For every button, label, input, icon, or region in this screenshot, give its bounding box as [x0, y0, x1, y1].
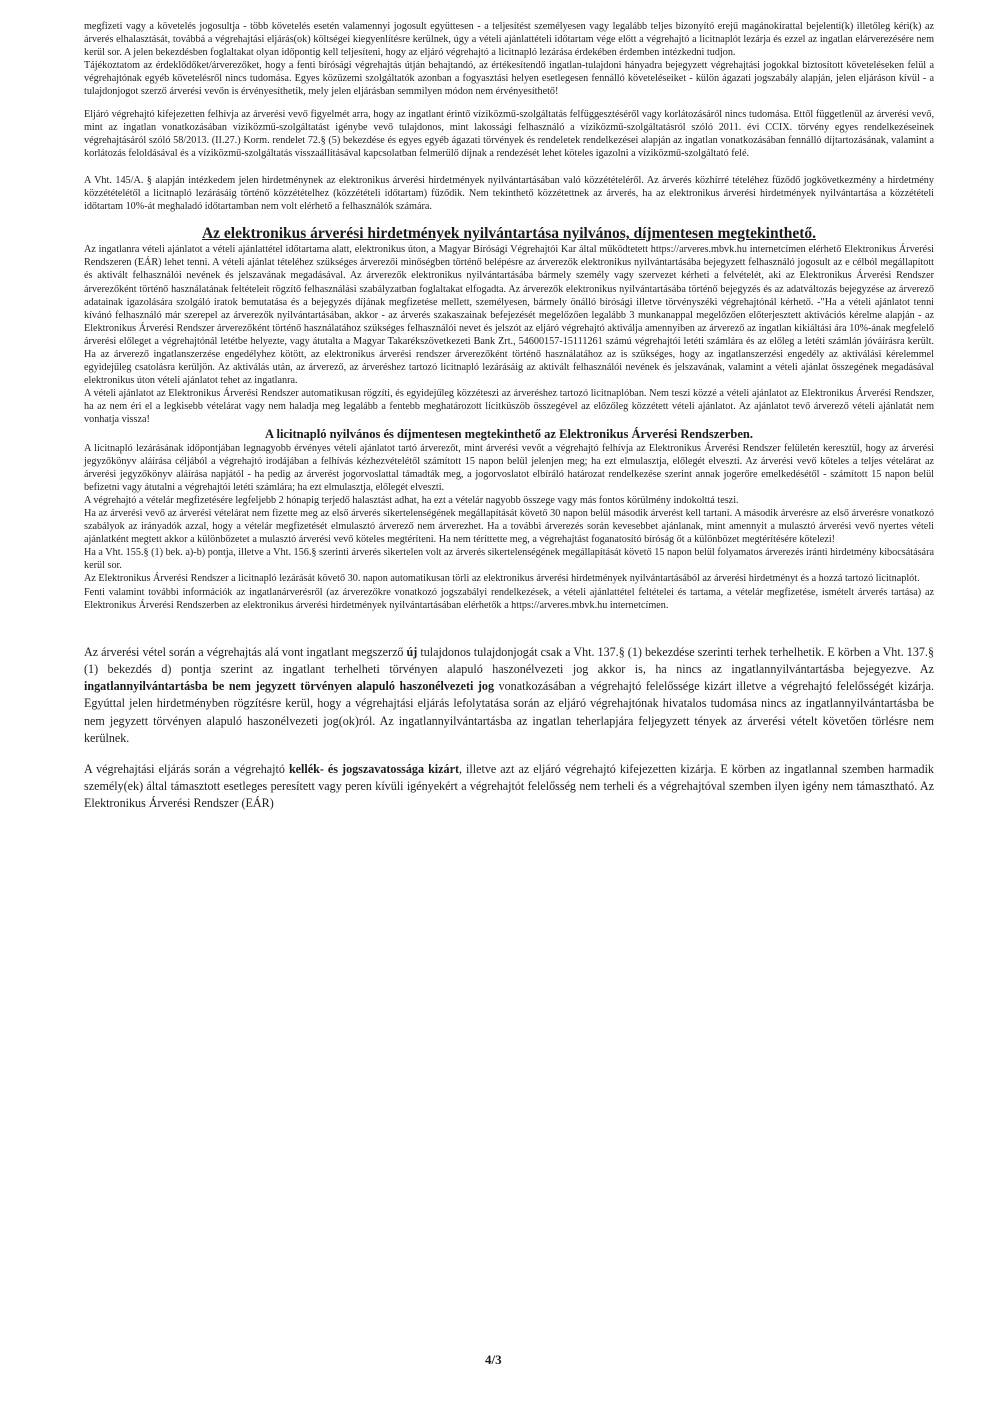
paragraph-more-info: Fenti valamint további információk az ingatlanárverésről (az árverezőkre vonatkozó jogszabályi rendelkezések, a vételi ajánlattétel feltételei és tartama, a vételár megfizetése, ismételt árverés tartása) az Elektronikus Árverési Rendszerben az elektronikus árverési hirdetmények nyilvántartásában elérhetők a https://arveres.mbvk.hu internetcímen. — [84, 586, 934, 611]
paragraph-bid-recording: A vételi ajánlatot az Elektronikus Árverési Rendszer automatikusan rögzíti, és egyidejűleg közzéteszi az árveréshez tartozó licitnaplóban. Nem teszi közzé a vételi ajánlatot az Elektronikus Árverési Rendszer, ha az nem éri el a legkisebb vételárat vagy nem haladja meg legalább a fentebb meghatározott licitküszöb összegével az előzőleg közzétett vételi ajánlatot. Az ajánlatot tevő árverező vételi ajánlatát nem vonhatja vissza! — [84, 388, 934, 426]
page-number: 4/3 — [485, 1352, 502, 1367]
paragraph-payment-deferral: A végrehajtó a vételár megfizetésére legfeljebb 2 hónapig terjedő halasztást adhat, ha ezt a vételár nagyobb összege vagy más fontos körülmény indokolttá teszi. — [84, 494, 739, 506]
paragraph-settlement: megfizeti vagy a követelés jogosultja - több követelés esetén valamennyi jogosult együttesen - a teljesítést személyesen vagy legalább teljes bizonyító erejű magánokirattal bejelenti(k) illetőleg kéri(k) az árverés elhalasztását, továbbá a végrehajtási eljárás(ok) költségei kiegyenlítésre kerülnek, úgy a vételi ajánlattételi időtartam vége előtt a végrehajtó a licitnaplót lezárja és ezzel az ingatlan elárverezésére nem kerül sor. A jelen bekezdésben foglaltakat olyan időpontig kell teljesíteni, hogy az eljáró végrehajtó a licitnapló lezárása érdekében érdemben intézkedni tudjon. — [84, 21, 934, 59]
heading-ear-registry: Az elektronikus árverési hirdetmények nyilvántartása nyilvános, díjmentesen megtekinthető. — [201, 225, 817, 243]
paragraph-winning-bidder: A licitnapló lezárásának időpontjában legnagyobb érvényes vételi ajánlatot tartó árverezőt, mint árverési vevőt a végrehajtó felhívja az Elektronikus Árverési Rendszer felületén keresztül, hogy az árverési jegyzőkönyv aláírása céljából a végrehajtó irodájában a felhívás kézhezvételétől számított 15 napon belül jelenjen meg; ha ezt elmulasztja, előlegét elveszti. Az árverési vevő köteles a teljes vételárat az árverési jegyzőkönyv aláírása napjától - ha pedig az árverést jogorvoslattal támadták meg, a jogorvoslatot elbíráló határozat rendelkezése szerint annak jogerőre emelkedésétől - számított 15 napon belül befizetni vagy átutalni a végrehajtói letéti számlára; ha ezt elmulasztja, előlegét elveszti. — [84, 442, 934, 493]
paragraph-usufruct: Az árverési vétel során a végrehajtás alá vont ingatlant megszerző új tulajdonos tulajdonjogát csak a Vht. 137.§ (1) bekezdése szerinti terhek terhelhetik. E körben a Vht. 137.§ (1) bekezdés d) pontja szerint az ingatlant terhelheti törvényen alapuló haszonélvezeti jog akkor is, ha nincs az ingatlannyilvántartásba bejegyezve. Az ingatlannyilvántartásba be nem jegyzett törvényen alapuló haszonélvezeti jog vonatkozásában a végrehajtó felelőssége kizárt illetve a végrehajtó felelősségét kizárja. Egyúttal jelen hirdetményben rögzítésre kerül, hogy a végrehajtási eljárás lefolytatása során az eljáró végrehajtónak hivatalos tudomása nincs az ingatlannyilvántartásba be nem jegyzett törvényen alapuló haszonélvezeti jog(ok)ról. Az ingatlannyilvántartásba az ingatlan teherlapjára feljegyzett tények az árverési vételt követően törlésre nem kerülnek. — [84, 644, 934, 745]
paragraph-warranty: A végrehajtási eljárás során a végrehajtó kellék- és jogszavatossága kizárt, illetve azt az eljáró végrehajtó kifejezetten kizárja. E körben az ingatlannal szemben harmadik személy(ek) által támasztott esetleges peresített vagy peren kívüli igényekért a végrehajtót felelősség nem terheli és a végrehajtóval szemben ilyen igény nem támasztható. Az Elektronikus Árverési Rendszer (EÁR) — [84, 761, 934, 811]
paragraph-second-auction: Ha az árverési vevő az árverési vételárat nem fizette meg az első árverés sikertelenségének megállapítását követő 30 napon belül második árverést kell tartani. A második árverésre az első árverésre vonatkozó szabályok az irányadók azzal, hogy a vételár megfizetését elmulasztó árverező nem árverezhet. Ha a további árverezés során kevesebbet ajánlanak, mint amennyit a mulasztó árverési vevő nyertes vételi ajánlatként megtett akkor a különbözetet a mulasztó árverési vevő köteles megtéríteni. Ha nem téríttette meg, a végrehajtást foganatosító bíróság őt a különbözet megtérítésére kötelezi! — [84, 508, 934, 546]
paragraph-publication: A Vht. 145/A. § alapján intézkedem jelen hirdetménynek az elektronikus árverési hirdetmények nyilvántartásában való közzétételéről. Az árverés közhírré tételéhez fűződő jogkövetkezmény a hirdetmény közzétételétől a licitnapló lezárásáig történő közzétételhez (közzétételi időtartam) fűződik. Nem tekinthető közzétettnek az árverés, ha az elektronikus árverési hirdetmények nyilvántartása a közzétételi időtartam 10%-át meghaladó időtartamban nem volt elérhető a felhasználók számára. — [84, 174, 934, 213]
paragraph-bidding-rules: Az ingatlanra vételi ajánlatot a vételi ajánlattétel időtartama alatt, elektronikus úton, a Magyar Bírósági Végrehajtói Kar által működtetett https://arveres.mbvk.hu internetcímen elérhető Elektronikus Árverési Rendszeren (EÁR) lehet tenni. A vételi ajánlat tételéhez szükséges árverezői minőségben történő belépésre az árverezők elektronikus nyilvántartásába bejegyzett felhasználó jogosult az e célból megállapított és aktivált felhasználói nevének és jelszavának megadásával. Az árverezők elektronikus nyilvántartásába bármely személy vagy szervezet kérheti a felvételét, aki az Elektronikus Árverési Rendszer árverezőként történő használatának feltételeit rögzítő felhasználási szabályzatban foglaltakat elfogadta. Az árverezők elektronikus nyilvántartásába történő bejegyzés és az adatváltozás bejegyzése az árverező adatainak igazolására szolgáló iratok bemutatása és a bejegyzés díjának megfizetése mellett, személyesen, bármely önálló bírósági illetve törvényszéki végrehajtónál kérhető. -"Ha a vételi ajánlatot tenni kívánó felhasználó már szerepel az árverezők nyilvántartásában, akkor - az árverés szakaszainak befejezését megelőzően legalább 3 munkanappal megelőzően előterjesztett aktivációs kérelme alapján - az Elektronikus Árverési Rendszer árverezőként történő használatához szükséges felhasználói nevet és jelszót az eljáró végrehajtó aktiválja amennyiben az árverező az ingatlan kikiáltási ára 10%-ának megfelelő árverési előleget a végrehajtónál letétbe helyezte, vagy átutalta a Magyar Takarékszövetkezeti Bank Zrt., 54600157-15111261 számú végrehajtói letéti számlára és az előleg a letéti számlán jóváírásra került. Ha az árverező ingatlanszerzése engedélyhez kötött, az elektronikus árverési rendszer árverezőként történő használatához az is szükséges, hogy az ingatlanszerzési engedély az aktiválási kérelemmel egyidejűleg csatolásra kerüljön. Az aktiválás után, az árverező, az árveréshez tartozó licitnapló lezárásáig az aktivált felhasználói nevének és jelszavának, valamint a vételi ajánlat összegének megadásával elektronikus úton vételi ajánlatot tehet az ingatlanra. — [84, 244, 934, 387]
paragraph-deletion: Az Elektronikus Árverési Rendszer a licitnapló lezárását követő 30. napon automatikusan törli az elektronikus árverési hirdetmények nyilvántartásából az árverési hirdetményt és a hozzá tartozó licitnaplót. — [84, 573, 920, 585]
paragraph-water-utility: Eljáró végrehajtó kifejezetten felhívja az árverési vevő figyelmét arra, hogy az ingatlant érintő víziközmű-szolgáltatás felfüggesztéséről vagy korlátozásáról nincs tudomása. Ettől függetlenül az árverési vevő, mint az ingatlan vonatkozásában víziközmű-szolgáltatást igénybe vevő tulajdonos, mint lakossági felhasználó a víziközmű-szolgáltatásról szóló 2011. évi CCIX. törvény egyes rendelkezéseinek végrehajtásáról szóló 58/2013. (II.27.) Korm. rendelet 72.§ (5) bekezdése és egyes egyéb ágazati törvények és rendeletek rendelkezései alapján az ingatlan vonatkozásában fennálló díjtartozásának, valamint a korlátozás feloldásával és a víziközmű-szolgáltatás visszaállításával kapcsolatban felmerülő díjnak a rendezését lehet köteles igazolni a víziközmű-szolgáltató felé. — [84, 108, 934, 159]
heading-licitnaplo: A licitnapló nyilvános és díjmentesen megtekinthető az Elektronikus Árverési Rendszerben. — [265, 426, 753, 441]
document-page — [84, 20, 934, 813]
paragraph-creditors-notice: Tájékoztatom az érdeklődőket/árverezőket, hogy a fenti bírósági végrehajtás útján behajtandó, az értékesítendő ingatlan-tulajdoni hányadra bejegyzett végrehajtási jogokkal biztosított követeléseken felül a végrehajtónak egyéb követelésről nincs tudomása. Egyes közüzemi szolgáltatók azonban a fogyasztási helyen esetlegesen fennálló követeléseiket - külön ágazati jogszabály alapján, jelen eljáráson kívül - a tulajdonjogot szerző árverési vevőn is érvényesíthetik, mely jelen eljárásban semmilyen módon nem érvényesíthető! — [84, 60, 934, 98]
paragraph-continuous-auction: Ha a Vht. 155.§ (1) bek. a)-b) pontja, illetve a Vht. 156.§ szerinti árverés sikertelen volt az árverés sikertelenségének megállapítását követő 15 napon belül folyamatos árverezés iránti hirdetmény kibocsátására kerül sor. — [84, 547, 934, 572]
